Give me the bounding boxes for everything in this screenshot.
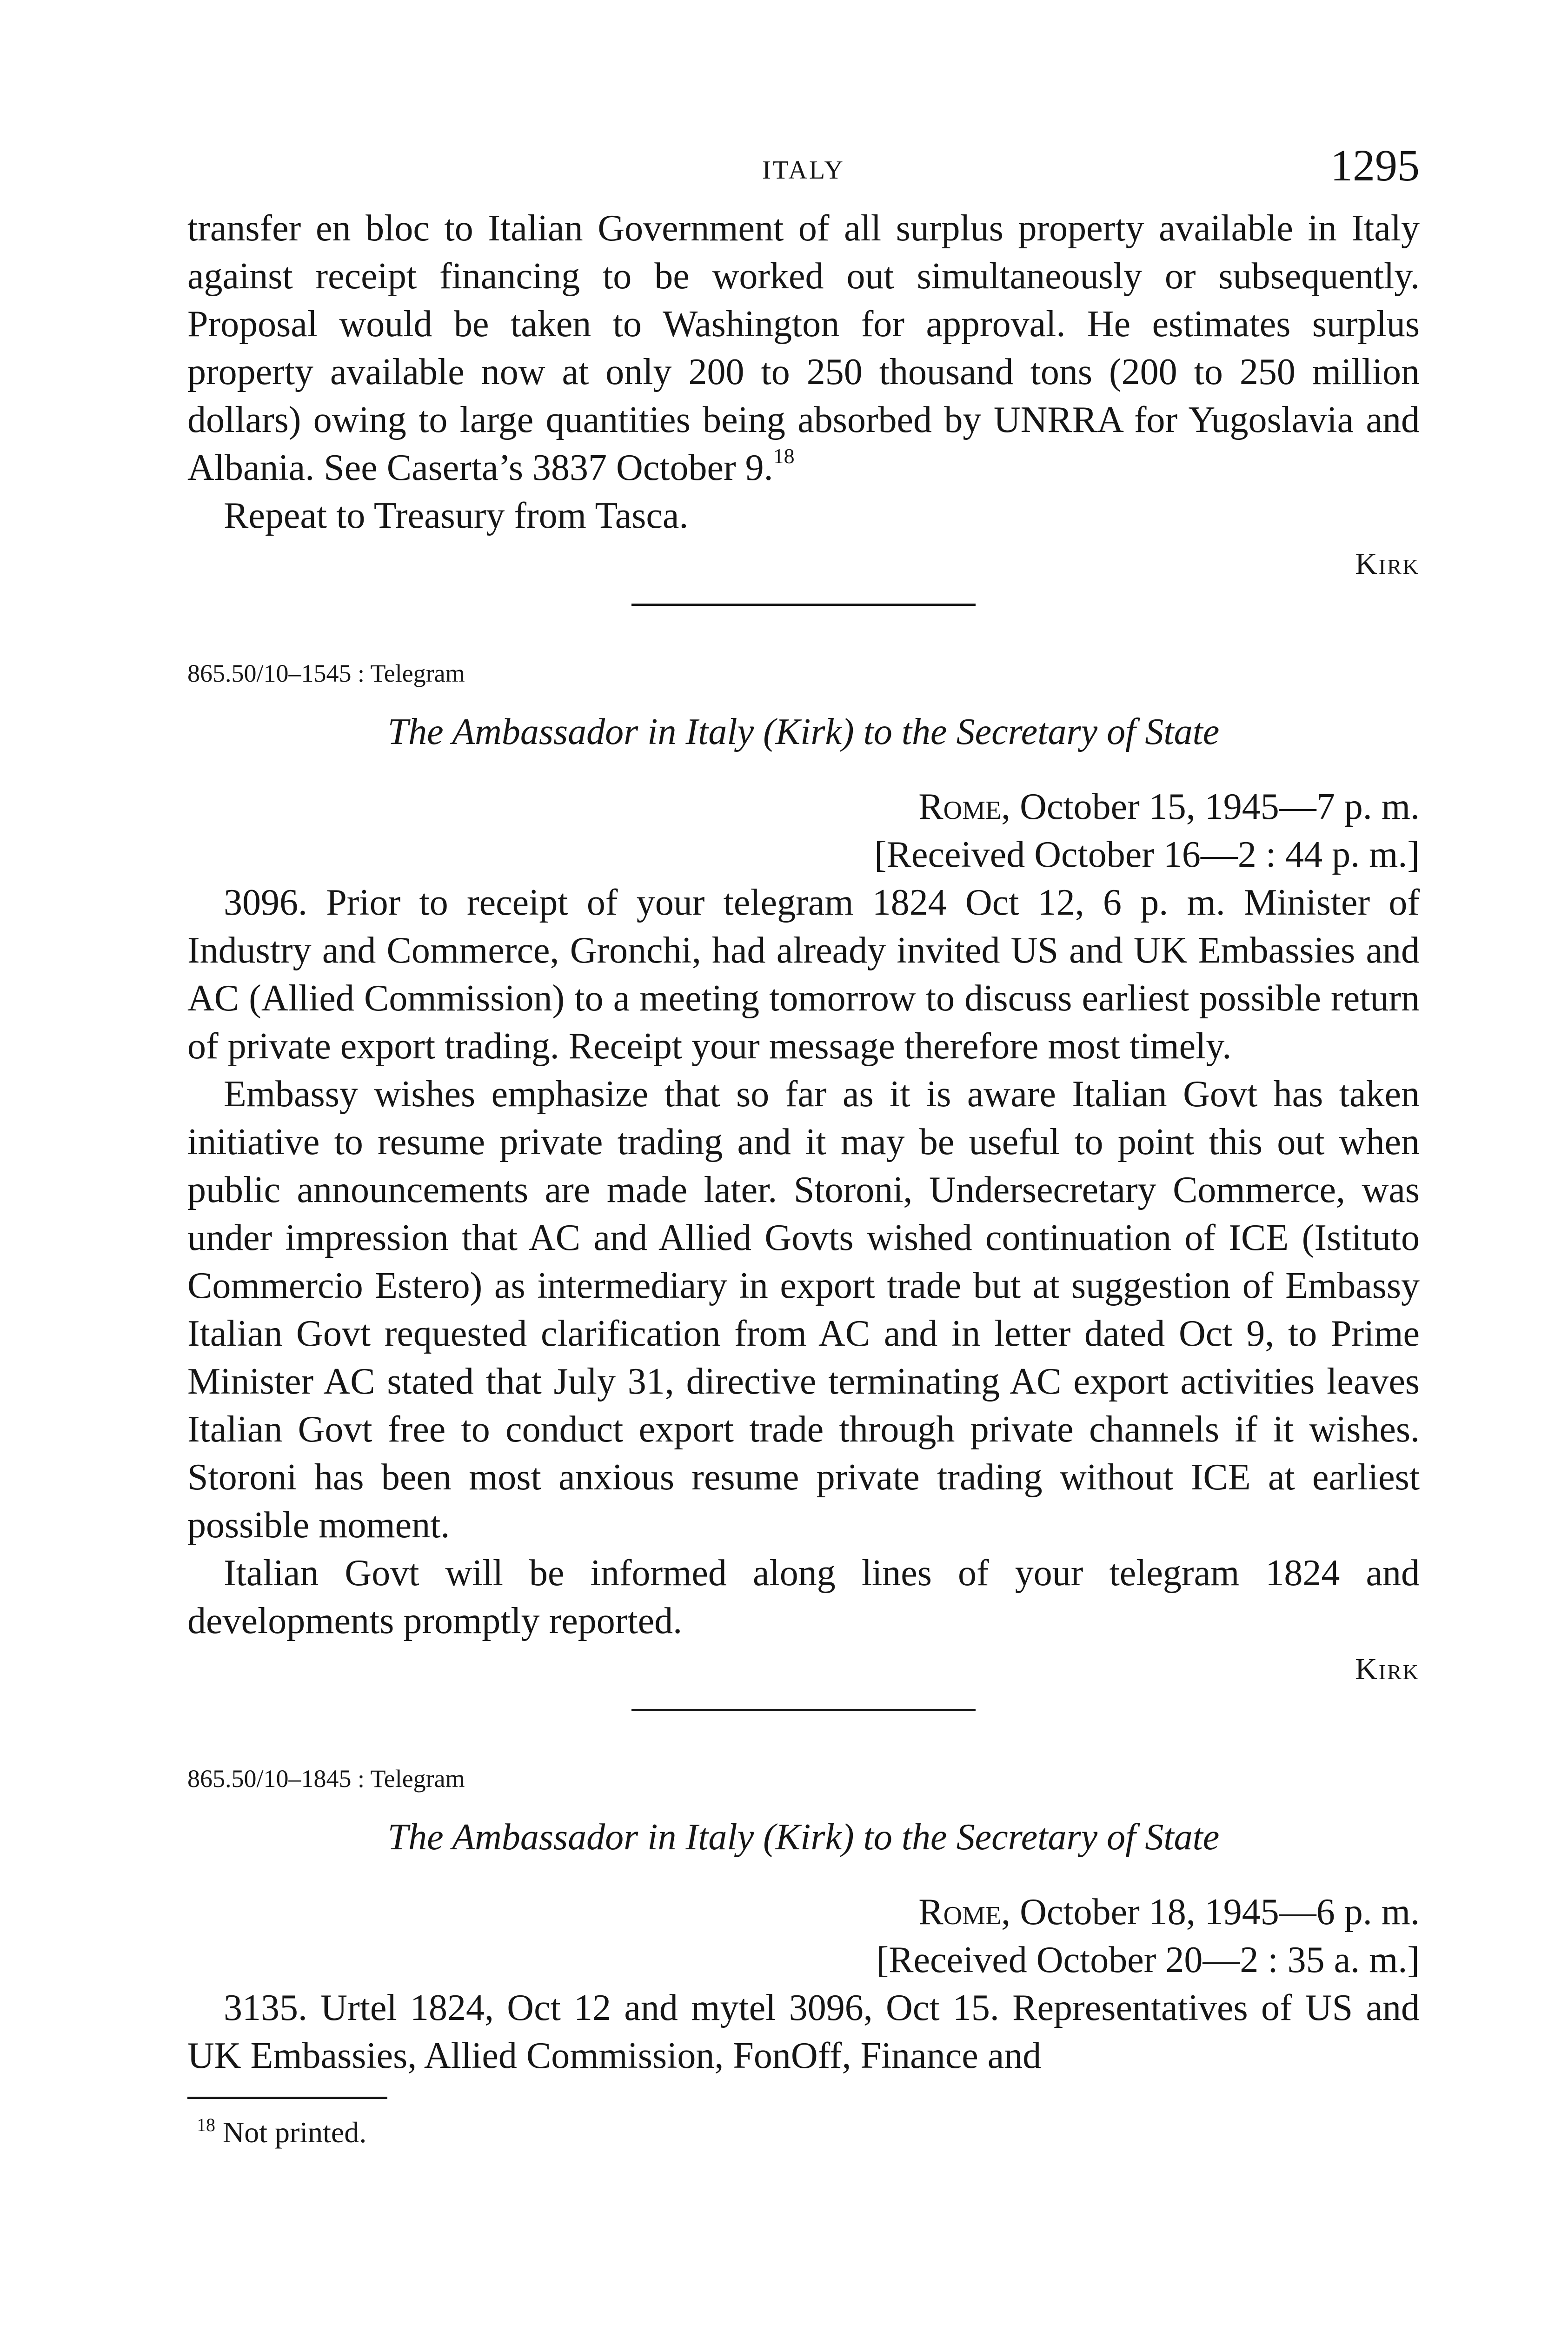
running-header [187,140,1420,205]
body-paragraph: 3096. Prior to receipt of your telegram 1824 Oct 12, 6 p. m. Minister of Industry and Commerce, Gronchi, had already invited US and UK Embassies and AC (Allied Commission) to a meeting tomorrow to discuss earliest possible return of private export trading. Receipt your message therefore most timely. [187,882,1420,1067]
footnote-marker: 18 [197,2114,215,2135]
continuation-paragraph [187,205,1420,492]
footnote-text: Not printed. [223,2116,367,2149]
dateline-place: Rome [918,786,1002,827]
document-heading: The Ambassador in Italy (Kirk) to the Secretary of State [387,711,1220,752]
continuation-paragraph-2: Repeat to Treasury from Tasca. [224,495,689,536]
file-reference: 865.50/10–1845 : Telegram [187,1765,465,1793]
received-line: [Received October 20—2 : 35 a. m.] [876,1940,1420,1980]
signature: Kirk [1355,1652,1420,1686]
dateline-date: , October 18, 1945—6 p. m. [1001,1892,1420,1933]
signature: Kirk [1355,547,1420,581]
body-paragraph: Italian Govt will be informed along lines of your telegram 1824 and developments promptly reported. [187,1553,1420,1641]
dateline-date: , October 15, 1945—7 p. m. [1001,786,1420,827]
file-reference: 865.50/10–1545 : Telegram [187,659,465,687]
footnote [187,2113,1420,2152]
footnote-reference: 18 [773,444,795,468]
body-paragraph: 3135. Urtel 1824, Oct 12 and mytel 3096, Oct 15. Representatives of US and UK Embassies, Allied Commission, FonOff, Finance and [187,1987,1420,2076]
continuation-text: transfer en bloc to Italian Government of all surplus property available in Italy against receipt financing to be worked out simultaneously or subsequently. Proposal would be taken to Washington for approval. He estimates surplus property available now at only 200 to 250 thousand tons (200 to 250 million dollars) owing to large quantities being absorbed by UNRRA for Yugoslavia and Albania. See Caserta’s 3837 October 9. [187,208,1420,488]
section-divider [631,1709,976,1711]
document-heading: The Ambassador in Italy (Kirk) to the Secretary of State [387,1817,1220,1858]
dateline-place: Rome [918,1892,1002,1933]
body-paragraph: Embassy wishes emphasize that so far as it is aware Italian Govt has taken initiative to resume private trading and it may be useful to point this out when public announcements are made later. Storoni, Undersecretary Commerce, was under impression that AC and Allied Govts wished continuation of ICE (Istituto Commercio Estero) as intermediary in export trade but at suggestion of Embassy Italian Govt requested clarification from AC and in letter dated Oct 9, to Prime Minister AC stated that July 31, directive terminating AC export activities leaves Italian Govt free to conduct export trade through private channels if it wishes. Storoni has been most anxious resume private trading without ICE at earliest possible moment. [187,1074,1420,1546]
dateline [187,783,1420,831]
document-page [187,140,1420,2152]
footnote-divider [187,2097,387,2099]
page-number: 1295 [1330,140,1420,190]
section-divider [631,604,976,606]
received-line: [Received October 16—2 : 44 p. m.] [874,834,1420,875]
running-title: ITALY [762,156,845,185]
dateline [187,1888,1420,1936]
